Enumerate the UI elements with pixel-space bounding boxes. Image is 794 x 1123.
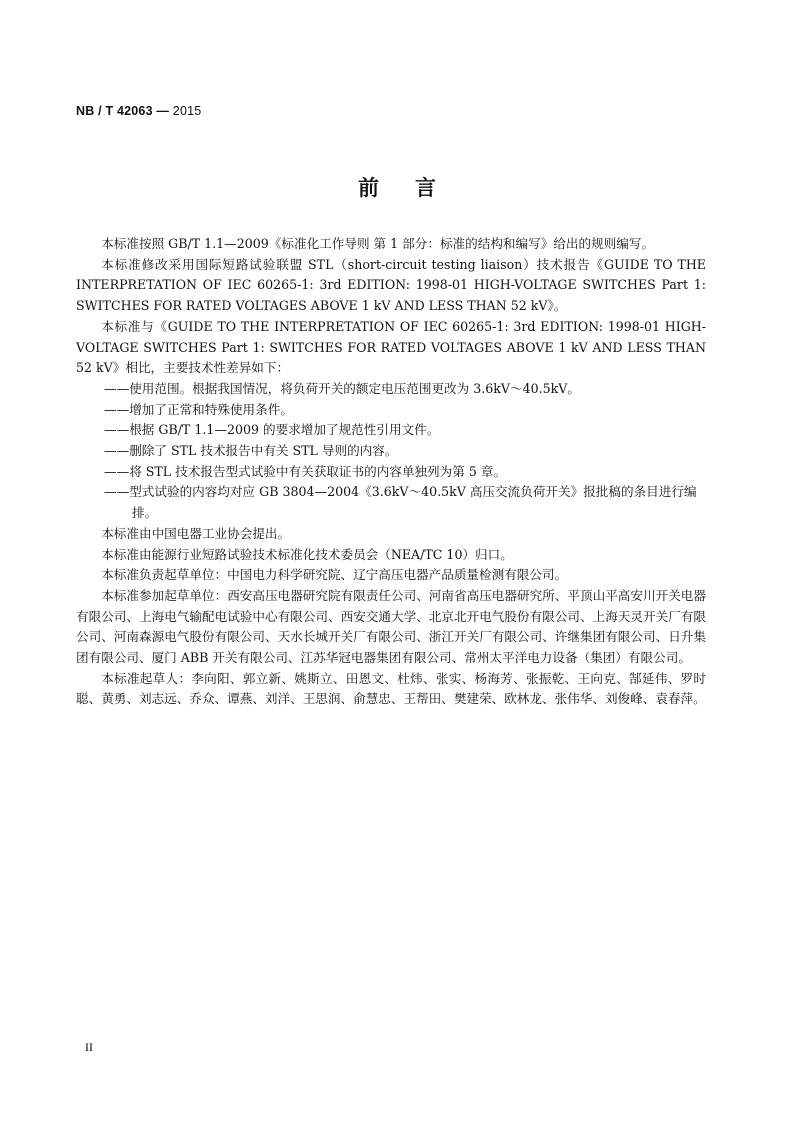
paragraph-proposer: 本标准由中国电器工业协会提出。 xyxy=(101,525,291,541)
list-item: ——使用范围。根据我国情况，将负荷开关的额定电压范围更改为 3.6kV～40.5kV。 xyxy=(104,380,580,396)
document-code-separator: — xyxy=(152,104,173,118)
paragraph-committee: 本标准由能源行业短路试验技术标准化技术委员会（NEA/TC 10）归口。 xyxy=(101,546,513,562)
paragraph-adoption-source: 本标准修改采用国际短路试验联盟 STL（short-circuit testing liaison）技术报告《GUIDE TO THE INTERPRETATION OF IEC 60265-1: 3rd EDITION: 1998-01 HIGH-VOLTAGE SWITCHES Part 1: SWITCHES FOR RATED VOLTAGES ABOVE 1 kV AND LESS THAN 52 kV》。 xyxy=(76,256,706,314)
list-item: ——型式试验的内容均对应 GB 3804—2004《3.6kV～40.5kV 高压交流负荷开关》报批稿的条目进行编排。 xyxy=(104,484,697,521)
list-item: ——根据 GB/T 1.1—2009 的要求增加了规范性引用文件。 xyxy=(104,422,440,438)
page-title: 前言 xyxy=(358,176,472,200)
list-item: ——删除了 STL 技术报告中有关 STL 导则的内容。 xyxy=(104,443,398,459)
preface-body xyxy=(76,234,706,710)
paragraph-differences-intro: 本标准与《GUIDE TO THE INTERPRETATION OF IEC 60265-1: 3rd EDITION: 1998-01 HIGH-VOLTAGE SWITCHES Part 1: SWITCHES FOR RATED VOLTAGES ABOVE 1 kV AND LESS THAN 52 kV》相比，主要技术性差异如下： xyxy=(76,318,706,376)
document-code-year: 2015 xyxy=(172,104,202,118)
list-item: ——将 STL 技术报告型式试验中有关获取证书的内容单独列为第 5 章。 xyxy=(104,463,507,479)
differences-list xyxy=(76,379,706,524)
page-number: II xyxy=(85,1040,93,1054)
paragraph-drafters-names: 本标准起草人：李向阳、郭立新、姚斯立、田恩文、杜炜、张实、杨海芳、张振乾、王向克、郜延伟、罗时聪、黄勇、刘志远、乔众、谭燕、刘洋、王思润、俞慧忠、王帮田、樊建荣、欧林龙、张伟华、刘俊峰、袁春萍。 xyxy=(76,670,706,707)
document-code xyxy=(76,104,201,118)
list-item: ——增加了正常和特殊使用条件。 xyxy=(104,401,293,417)
document-code-number: NB / T 42063 xyxy=(76,104,153,118)
paragraph-drafting-rules: 本标准按照 GB/T 1.1—2009《标准化工作导则 第 1 部分：标准的结构和编写》给出的规则编写。 xyxy=(101,236,655,251)
paragraph-participating-drafters: 本标准参加起草单位：西安高压电器研究院有限责任公司、河南省高压电器研究所、平顶山平高安川开关电器有限公司、上海电气输配电试验中心有限公司、西安交通大学、北京北开电气股份有限公司、上海天灵开关厂有限公司、河南森源电气股份有限公司、天水长城开关厂有限公司、浙江开关厂有限公司、许继集团有限公司、日升集团有限公司、厦门 ABB 开关有限公司、江苏华冠电器集团有限公司、常州太平洋电力设备（集团）有限公司。 xyxy=(76,587,706,666)
paragraph-lead-drafters: 本标准负责起草单位：中国电力科学研究院、辽宁高压电器产品质量检测有限公司。 xyxy=(101,567,568,583)
